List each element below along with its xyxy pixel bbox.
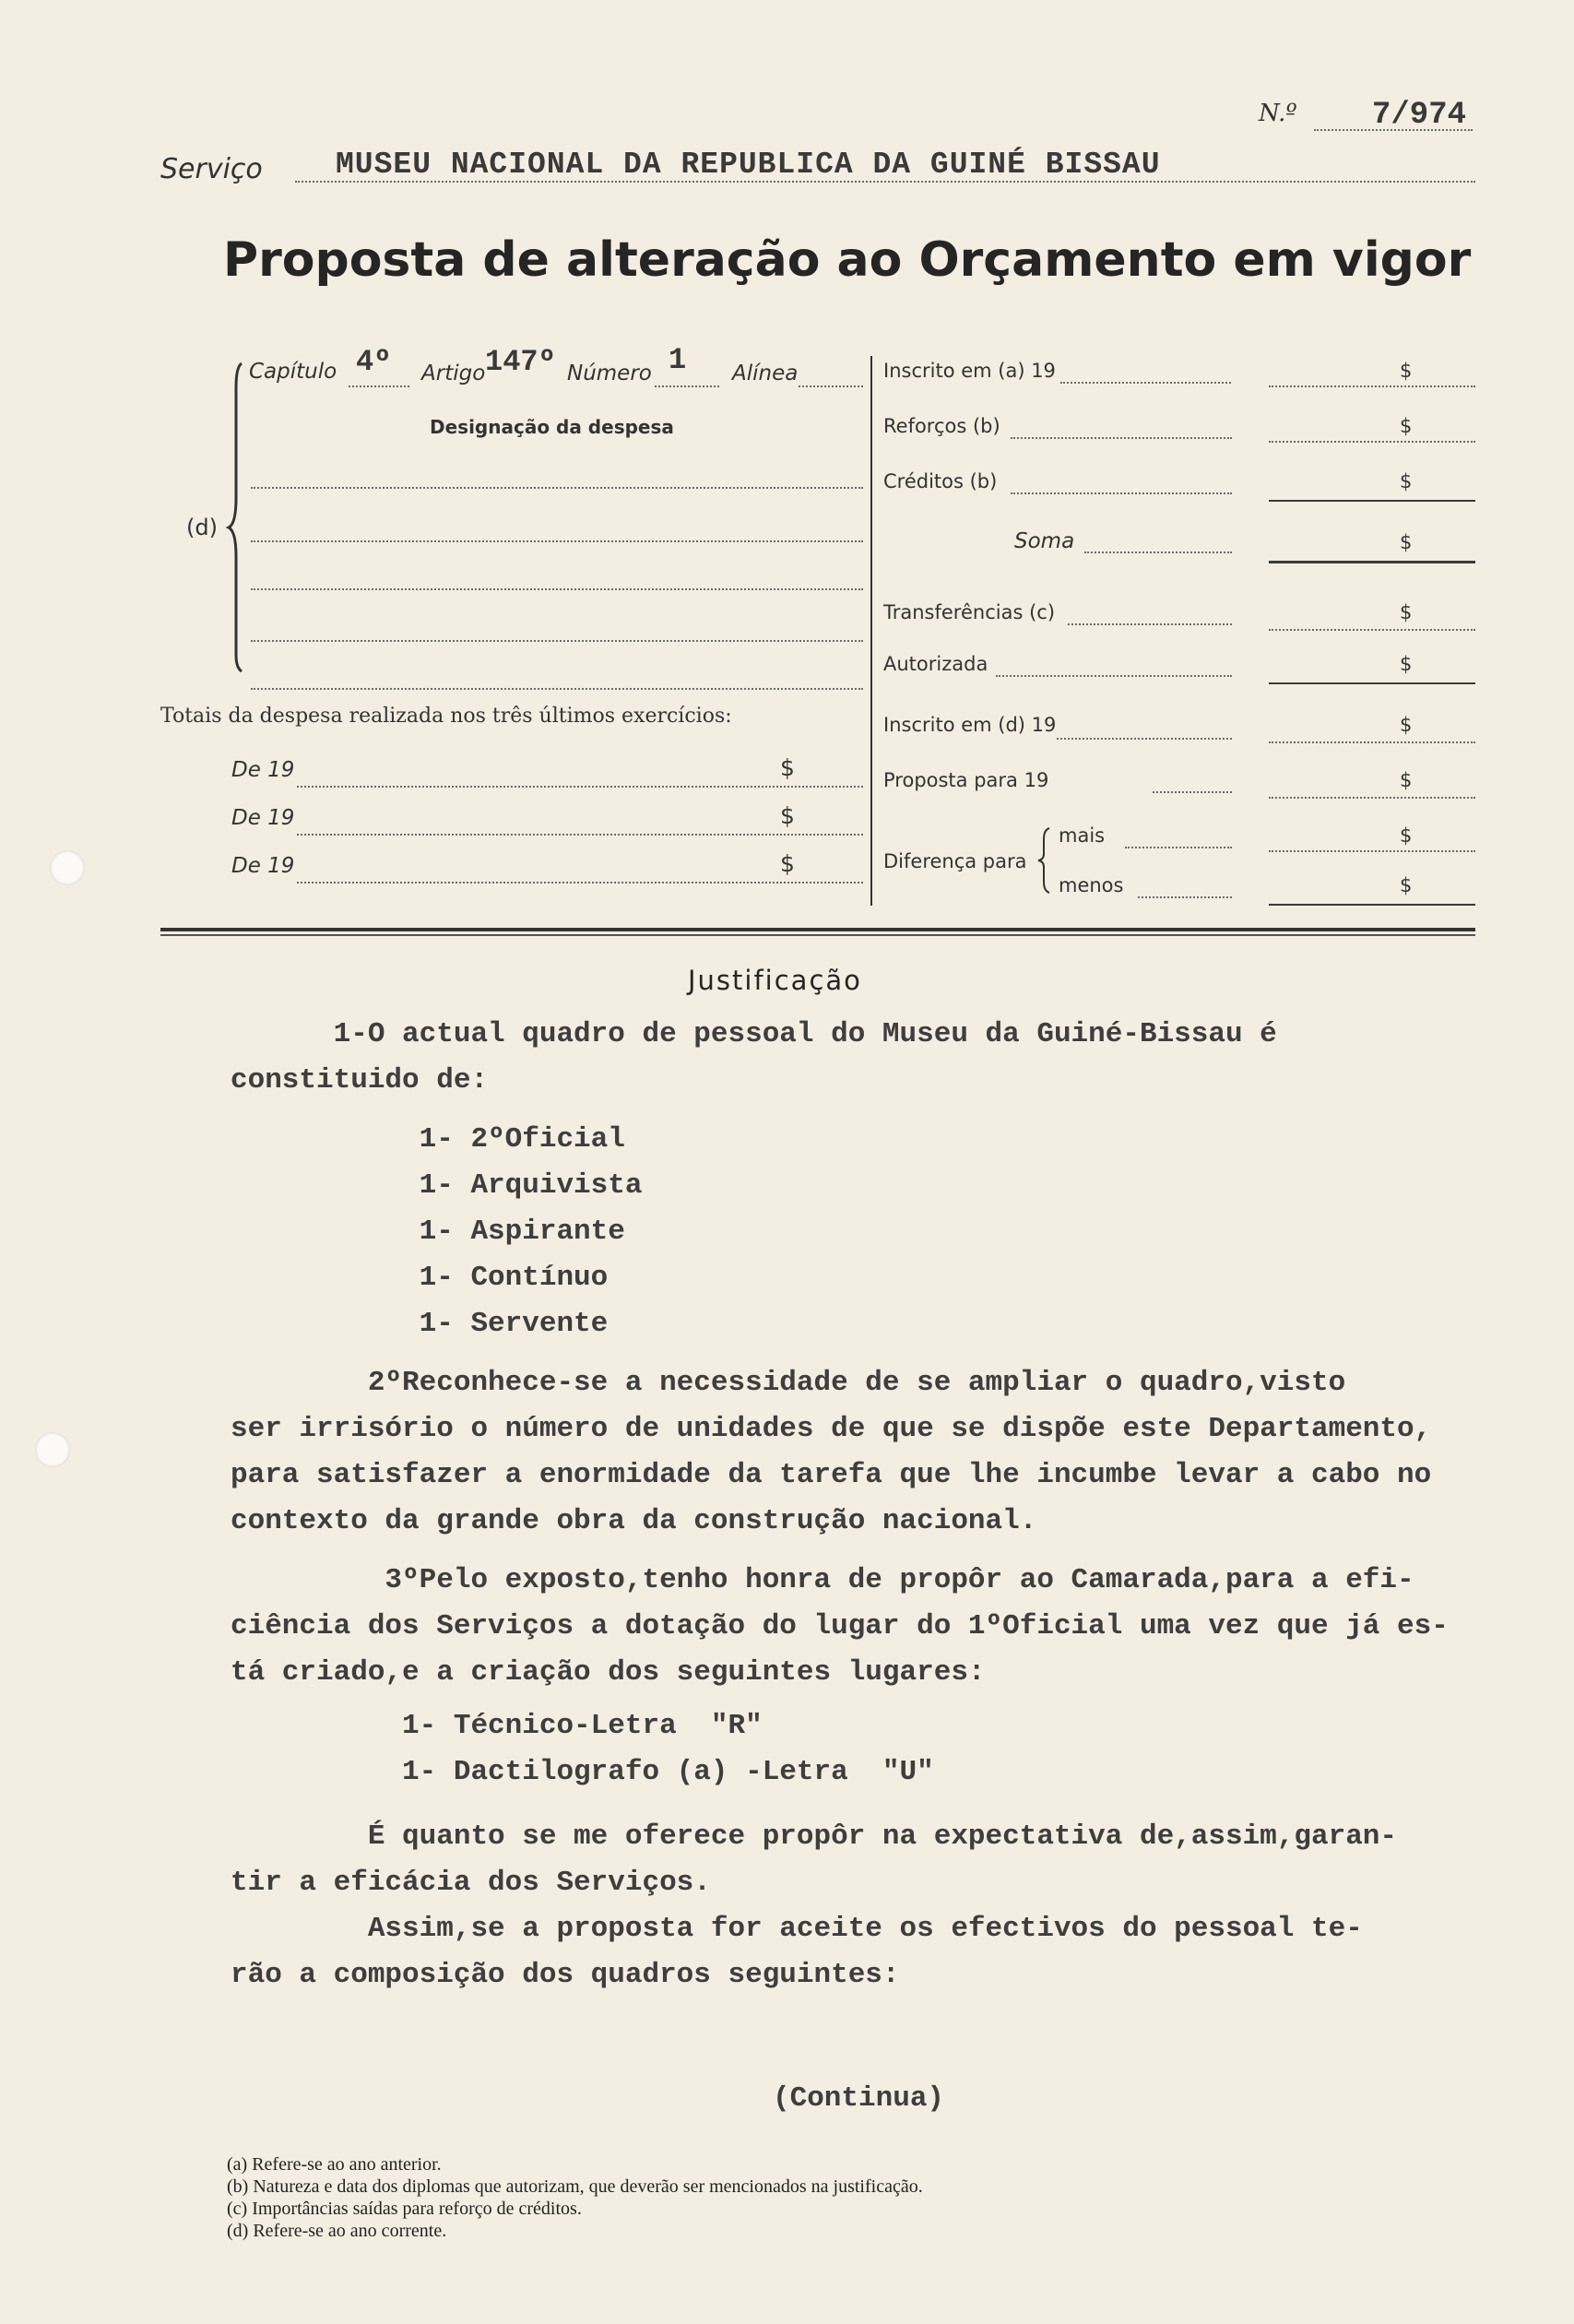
left-brace-icon	[225, 360, 253, 673]
right-row-soma-currency: $	[1400, 531, 1413, 553]
de-row-2-currency: $	[780, 802, 795, 829]
servico-value: MUSEU NACIONAL DA REPUBLICA DA GUINÉ BISSAU	[336, 148, 1161, 182]
justification-line: 1- Dactilografo (a) -Letra "U"	[231, 1756, 934, 1788]
justification-line: ciência dos Serviços a dotação do lugar do 1ºOficial uma vez que já es-	[231, 1610, 1449, 1642]
mais-leader	[1125, 847, 1232, 848]
justification-line: tá criado,e a criação dos seguintes lugares:	[231, 1656, 986, 1689]
justification-line: para satisfazer a enormidade da tarefa que lhe incumbe levar a cabo no	[231, 1459, 1432, 1491]
right-row-1-leader	[1060, 382, 1231, 384]
servico-label: Serviço	[160, 153, 263, 185]
mais-currency: $	[1400, 824, 1413, 847]
right-row-3-currency: $	[1400, 470, 1413, 492]
artigo-value: 147º	[485, 345, 556, 379]
justification-line: 2ºReconhece-se a necessidade de se ampliar o quadro,visto	[231, 1367, 1346, 1399]
justificacao-heading: Justificação	[688, 965, 862, 996]
right-row-7-line	[1269, 741, 1475, 743]
de-row-3-line	[297, 882, 863, 883]
right-row-1-label: Inscrito em (a) 19	[883, 360, 1056, 382]
justification-line: 1- Aspirante	[231, 1215, 625, 1248]
footnotes	[227, 2154, 923, 2243]
punch-hole-bottom	[35, 1432, 70, 1467]
justification-line: 3ºPelo exposto,tenho honra de propôr ao Camarada,para a efi-	[231, 1564, 1414, 1596]
number-label: N.º	[1259, 100, 1297, 127]
right-row-2-label: Reforços (b)	[883, 415, 1000, 437]
justification-line: ser irrisório o número de unidades de que se dispõe este Departamento,	[231, 1413, 1432, 1445]
right-row-7-currency: $	[1400, 714, 1413, 736]
capitulo-line	[349, 385, 409, 387]
menos-leader	[1138, 896, 1232, 898]
justification-line: constituido de:	[231, 1064, 489, 1097]
diferenca-label: Diferença para	[883, 850, 1027, 872]
designacao-line-3	[251, 588, 863, 590]
alinea-label: Alínea	[732, 362, 799, 385]
right-row-3-leader	[1011, 492, 1232, 494]
justification-line: 1-O actual quadro de pessoal do Museu da Guiné-Bissau é	[231, 1018, 1277, 1050]
footnote: (c) Importâncias saídas para reforço de créditos.	[227, 2199, 582, 2219]
capitulo-value: 4º	[356, 345, 392, 379]
justification-body	[231, 1018, 1449, 2005]
mais-label: mais	[1059, 824, 1106, 847]
alinea-line	[799, 385, 863, 387]
right-row-1-currency: $	[1400, 360, 1413, 382]
de-row-2-label: De 19	[231, 806, 295, 830]
right-row-2-currency: $	[1400, 415, 1413, 437]
right-row-1-line	[1269, 385, 1475, 387]
numero-value: 1	[669, 343, 687, 377]
d-marker: (d)	[186, 515, 218, 540]
menos-line	[1269, 904, 1475, 906]
justification-line: rão a composição dos quadros seguintes:	[231, 1959, 900, 1991]
designacao-line-1	[251, 487, 863, 489]
numero-line	[655, 385, 719, 387]
designacao-line-5	[251, 688, 863, 690]
justification-line: 1- Contínuo	[231, 1262, 609, 1294]
page-title: Proposta de alteração ao Orçamento em vigor	[223, 232, 1472, 288]
de-row-2-line	[297, 834, 863, 836]
justification-line: É quanto se me oferece propôr na expectativa de,assim,garan-	[231, 1820, 1398, 1853]
right-row-8-label: Proposta para 19	[883, 769, 1049, 791]
diferenca-brace-icon	[1036, 826, 1055, 895]
artigo-label: Artigo	[421, 362, 486, 385]
right-row-5-leader	[1068, 623, 1232, 625]
capitulo-label: Capítulo	[249, 360, 337, 384]
menos-label: menos	[1059, 874, 1124, 896]
right-row-3-label: Créditos (b)	[883, 470, 998, 492]
number-value: 7/974	[1372, 98, 1467, 133]
section-divider	[160, 928, 1475, 931]
right-row-7-label: Inscrito em (d) 19	[883, 714, 1057, 736]
numero-label: Número	[567, 362, 652, 385]
right-row-7-leader	[1057, 738, 1232, 740]
right-row-8-line	[1269, 797, 1475, 799]
right-row-2-leader	[1011, 437, 1232, 439]
justification-line: 1- 2ºOficial	[231, 1123, 625, 1156]
de-row-1-label: De 19	[231, 758, 295, 782]
right-row-3-line	[1269, 500, 1475, 502]
footnote: (d) Refere-se ao ano corrente.	[227, 2221, 447, 2241]
right-row-6-currency: $	[1400, 653, 1413, 675]
de-row-3-currency: $	[780, 850, 795, 877]
right-row-soma-leader	[1084, 551, 1232, 553]
punch-hole-top	[50, 850, 85, 885]
footnote: (b) Natureza e data dos diplomas que autorizam, que deverão ser mencionados na justificação.	[227, 2176, 923, 2197]
right-row-5-line	[1269, 629, 1475, 631]
right-row-8-leader	[1153, 791, 1232, 793]
designacao-line-4	[251, 640, 863, 642]
right-row-6-line	[1269, 682, 1475, 684]
right-row-8-currency: $	[1400, 769, 1413, 791]
right-row-5-label: Transferências (c)	[883, 601, 1056, 623]
totais-label: Totais da despesa realizada nos três últimos exercícios:	[160, 705, 732, 728]
right-row-5-currency: $	[1400, 601, 1413, 623]
de-row-3-label: De 19	[231, 854, 295, 878]
justification-line: contexto da grande obra da construção nacional.	[231, 1505, 1037, 1537]
justification-line: tir a eficácia dos Serviços.	[231, 1867, 711, 1899]
designacao-line-2	[251, 540, 863, 542]
right-row-soma-line	[1269, 561, 1475, 563]
de-row-1-currency: $	[780, 754, 795, 781]
menos-currency: $	[1400, 874, 1413, 896]
de-row-1-line	[297, 786, 863, 788]
justification-line: Assim,se a proposta for aceite os efectivos do pessoal te-	[231, 1913, 1363, 1945]
right-row-2-line	[1269, 441, 1475, 443]
right-row-6-leader	[996, 675, 1232, 677]
right-row-6-label: Autorizada	[883, 653, 988, 675]
footnote: (a) Refere-se ao ano anterior.	[227, 2154, 442, 2175]
right-row-soma-label: Soma	[1014, 529, 1075, 553]
designacao-label: Designação da despesa	[430, 416, 674, 438]
justification-line: 1- Servente	[231, 1308, 609, 1340]
mais-line	[1269, 850, 1475, 852]
section-divider-thin	[160, 934, 1475, 936]
justification-line: 1- Arquivista	[231, 1169, 643, 1202]
justification-line: 1- Técnico-Letra "R"	[231, 1710, 763, 1742]
continua-note: (Continua)	[773, 2082, 945, 2115]
column-divider	[870, 356, 872, 906]
